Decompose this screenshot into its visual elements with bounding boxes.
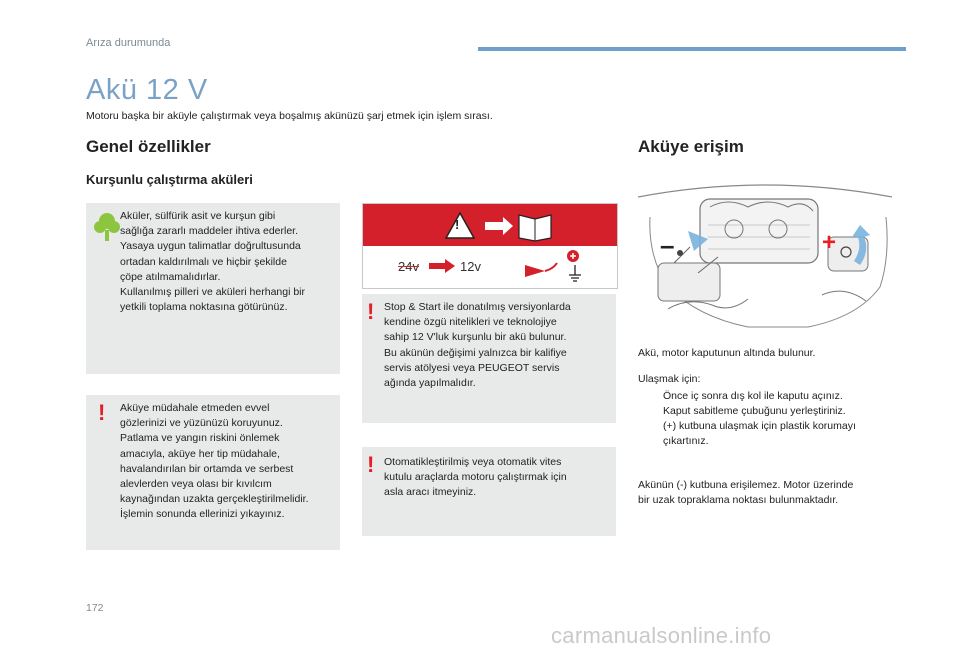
warning-icon: ! — [367, 452, 375, 477]
battery-label-illustration — [362, 203, 618, 289]
engine-bay-illustration — [638, 177, 892, 333]
access-intro-label: Ulaşmak için: — [638, 373, 701, 385]
page-number: 172 — [86, 602, 104, 614]
stop-start-box — [362, 294, 616, 423]
list-item — [638, 419, 898, 449]
tree-icon — [94, 212, 120, 241]
negative-terminal-sign: – — [660, 230, 675, 260]
page-title: Akü 12 V — [86, 74, 208, 106]
general-heading: Genel özellikler — [86, 137, 211, 156]
list-item — [638, 389, 898, 404]
intro-text: Motoru başka bir aküyle çalıştırmak veya boşalmış akünüzü şarj etmek için işlem sırası. — [86, 110, 493, 122]
step-text: Önce iç sonra dış kol ile kaputu açınız. — [663, 390, 843, 402]
label-voltage-12: 12v — [460, 259, 481, 274]
hazard-triangle-icon — [446, 213, 474, 238]
label-warning-symbol: ! — [455, 217, 460, 232]
watermark: carmanualsonline.info — [551, 623, 772, 648]
automatic-gearbox-box — [362, 447, 616, 536]
engine-bay-drawing — [638, 177, 892, 333]
jumper-cable-icon — [523, 249, 583, 283]
environment-text: Aküler, sülfürik asit ve kurşun gibi sağlığa zararlı maddeler ihtiva ederler. Yasaya uygun talimatlar doğrultusunda ortadan kaldırılmalı ve hiçbir şekilde çöpe atılmamalıdırlar. Kullanılmış pilleri ve aküleri herhangi bir yetkili toplama noktasına götürünüz. — [120, 210, 306, 314]
step-text: (+) kutbuna ulaşmak için plastik korumayı çıkartınız. — [663, 420, 856, 447]
access-steps-list — [638, 389, 898, 449]
voltage-arrow-icon — [429, 259, 455, 273]
step-text: Kaput sabitleme çubuğunu yerleştiriniz. — [663, 405, 846, 417]
label-voltage-24: 24v — [398, 259, 419, 274]
section-header: Arıza durumunda — [86, 37, 171, 49]
label-symbols — [443, 210, 623, 244]
environment-box — [86, 203, 340, 374]
warning-icon: ! — [367, 299, 375, 324]
arrow-right-icon — [485, 217, 513, 235]
safety-warning-box — [86, 395, 340, 550]
header-bar — [478, 47, 906, 51]
lead-battery-subheading: Kurşunlu çalıştırma aküleri — [86, 172, 253, 187]
battery-access-heading: Aküye erişim — [638, 137, 744, 156]
safety-warning-text: Aküye müdahale etmeden evvel gözlerinizi ve yüzünüzü koruyunuz. Patlama ve yangın riskini önlemek amacıyla, aküye her tip müdahale, havalandırılan bir ortamda ve serbest alevlerden veya olası bir kıvılcım kaynağından uzakta gerçekleştirilmelidir. İşlemin sonunda ellerinizi yıkayınız. — [120, 402, 309, 521]
warning-icon: ! — [98, 400, 106, 425]
negative-terminal-note: Akünün (-) kutbuna erişilemez. Motor üzerinde bir uzak topraklama noktası bulunmaktadır. — [638, 479, 854, 507]
list-item — [638, 404, 898, 419]
positive-terminal-sign: + — [822, 229, 837, 256]
automatic-gearbox-text: Otomatikleştirilmiş veya otomatik vites kutulu araçlarda motoru çalıştırmak için asla aracı itmeyiniz. — [384, 456, 567, 499]
stop-start-text: Stop & Start ile donatılmış versiyonlarda kendine özgü nitelikleri ve teknolojiye sahip 12 V'luk kurşunlu bir akü bulunur. Bu akünün değişimi yalnızca bir kalifiye servis atölyesi veya PEUGEOT servis ağında yapılmalıdır. — [384, 301, 571, 390]
battery-location-text: Akü, motor kaputunun altında bulunur. — [638, 347, 816, 359]
